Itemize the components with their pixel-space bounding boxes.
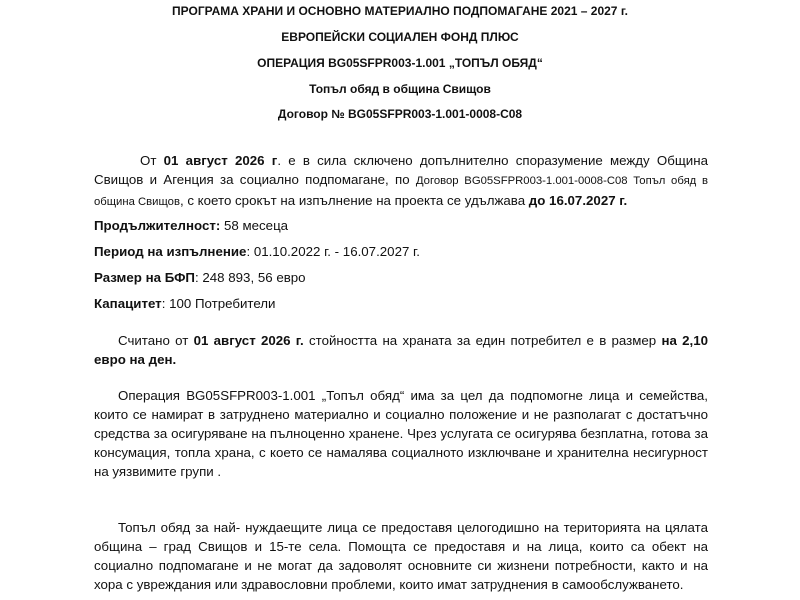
paragraph-extension: От 01 август 2026 г. е в сила сключено допълнително споразумение между Община Свищов и Агенция за социално подпомагане, по Договор BG05SFPR003-1.001-0008-С08 Топъл обяд в община Свищов, с което срокът на изпълнение на проекта се удължава до 16.07.2027 г.: [94, 153, 708, 208]
grant-amount-label: Размер на БФП: [94, 270, 195, 285]
grant-amount-value: : 248 893, 56 евро: [195, 270, 306, 285]
paragraph-food-value: Считано от 01 август 2026 г. стойността на храната за един потребител е в размер на 2,10 евро на ден.: [94, 333, 708, 367]
period-value: : 01.10.2022 г. - 16.07.2027 г.: [246, 244, 420, 259]
project-title: Топъл обяд в община Свищов: [309, 82, 491, 96]
fund-title: ЕВРОПЕЙСКИ СОЦИАЛЕН ФОНД ПЛЮС: [281, 30, 519, 44]
duration-label: Продължителност:: [94, 218, 221, 233]
grant-amount-row: [94, 268, 306, 287]
capacity-row: [94, 294, 276, 313]
food-value-date: 01 август 2026 г.: [193, 333, 304, 348]
operation-title: ОПЕРАЦИЯ BG05SFPR003-1.001 „ТОПЪЛ ОБЯД“: [257, 56, 543, 70]
effective-date: 01 август 2026 г: [163, 153, 278, 168]
duration-value: 58 месеца: [220, 218, 289, 233]
program-title: ПРОГРАМА ХРАНИ И ОСНОВНО МАТЕРИАЛНО ПОДПОМАГАНЕ 2021 – 2027 г.: [172, 4, 628, 18]
contract-reference: Договор BG05SFPR003-1.001-0008-С08 Топъл обяд в община Свищов: [94, 175, 708, 208]
capacity-value: : 100 Потребители: [161, 296, 276, 311]
contract-number: Договор № BG05SFPR003-1.001-0008-С08: [277, 107, 523, 121]
paragraph-operation-goal: Операция BG05SFPR003-1.001 „Топъл обяд“ има за цел да подпомогне лица и семейства, които се намират в затруднено материално и социално положение и не разполагат с достатъчно средства за осигуряване на пълноценно хранене. Чрез услугата се осигурява безплатна, готова за консумация, топла храна, с което се намалява социалното изключване и хранителна несигурност на уязвимите групи .: [94, 388, 708, 479]
food-value-amount: на 2,10 евро на ден.: [94, 333, 708, 367]
capacity-label: Капацитет: [94, 296, 162, 311]
new-deadline: до 16.07.2027 г.: [528, 193, 628, 208]
period-label: Период на изпълнение: [94, 244, 247, 259]
duration-row: [94, 216, 288, 235]
paragraph-service-scope: Топъл обяд за най- нуждаещите лица се предоставя целогодишно на територията на цялата община – град Свищов и 15-те села. Помощта се предоставя и на лица, които са обект на социално подпомагане и не могат да задоволят основните си жизнени потребности, както и на хора с увреждания или здравословни проблеми, които имат затруднения в самообслужването.: [94, 520, 708, 592]
period-row: [94, 242, 420, 261]
